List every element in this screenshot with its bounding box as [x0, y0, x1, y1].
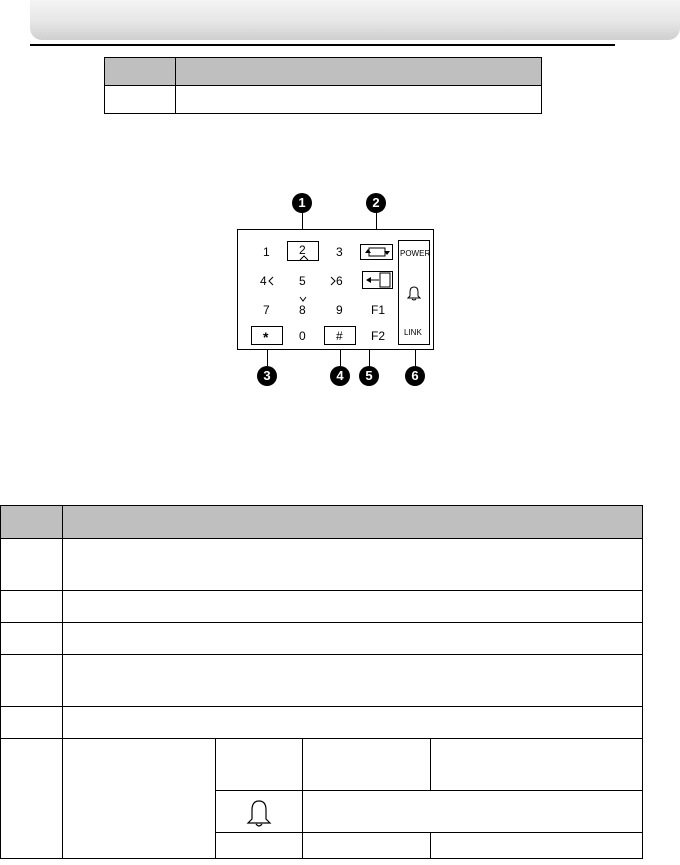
key-3: 3 — [336, 245, 343, 259]
table-cell — [216, 791, 303, 833]
table-row — [1, 739, 643, 791]
keypad-diagram — [237, 229, 434, 350]
key-5: 5 — [299, 274, 306, 288]
key-f2: F2 — [371, 329, 386, 343]
key-f1: F1 — [371, 303, 386, 317]
table-cell — [303, 739, 431, 791]
table-header-row — [1, 506, 643, 539]
double-chevron-up-icon — [299, 255, 309, 261]
table-cell — [1, 739, 63, 859]
chevron-down-icon — [299, 296, 307, 302]
table-cell — [303, 833, 431, 859]
table-cell — [1, 707, 63, 739]
table-row — [1, 655, 643, 707]
table-cell — [63, 539, 643, 591]
callout-2: 2 — [366, 193, 386, 213]
bell-icon — [245, 796, 273, 828]
key-9: 9 — [336, 303, 343, 317]
table-cell — [216, 739, 303, 791]
table-cell — [63, 591, 643, 623]
swap-icon — [361, 245, 392, 259]
indicator-panel — [398, 240, 430, 345]
key-0: 0 — [299, 329, 306, 343]
table-row — [1, 539, 643, 591]
table-cell — [1, 655, 63, 707]
header-rule — [30, 44, 615, 46]
key-2-box — [287, 241, 319, 261]
table-cell — [63, 623, 643, 655]
bell-icon — [407, 285, 421, 301]
key-2: 2 — [299, 243, 306, 257]
swap-button-box — [360, 244, 393, 260]
enter-icon — [363, 272, 392, 288]
table-cell — [63, 739, 216, 859]
key-4: 4 — [260, 274, 267, 288]
key-6: 6 — [336, 274, 343, 288]
power-indicator-label: POWER — [400, 249, 431, 258]
header-cell — [63, 506, 643, 539]
table-header-row — [105, 58, 542, 86]
key-7: 7 — [263, 303, 270, 317]
callout-6: 6 — [405, 366, 425, 386]
enter-button-box — [362, 271, 393, 289]
table-row — [1, 591, 643, 623]
table-cell — [63, 707, 643, 739]
header-cell — [176, 58, 542, 86]
table-cell — [1, 623, 63, 655]
callout-5: 5 — [359, 366, 379, 386]
link-indicator-label: LINK — [404, 328, 422, 337]
hash-key-box — [324, 326, 356, 345]
table-cell — [431, 833, 643, 859]
key-1: 1 — [263, 245, 270, 259]
table-row — [105, 86, 542, 114]
key-star: * — [263, 329, 269, 345]
table-cell — [431, 739, 643, 791]
page-header-band — [30, 0, 680, 40]
callout-1: 1 — [292, 193, 312, 213]
callout-4: 4 — [330, 366, 350, 386]
table-cell — [1, 591, 63, 623]
bottom-table — [0, 505, 643, 859]
table-cell — [1, 539, 63, 591]
star-key-box — [251, 326, 283, 345]
chevron-left-icon — [268, 276, 274, 286]
table-row — [1, 623, 643, 655]
key-hash: # — [336, 329, 343, 343]
top-table — [104, 57, 542, 114]
table-cell — [176, 86, 542, 114]
table-cell — [63, 655, 643, 707]
header-cell — [1, 506, 63, 539]
table-row — [1, 707, 643, 739]
header-cell — [105, 58, 176, 86]
table-cell — [216, 833, 303, 859]
key-8: 8 — [299, 303, 306, 317]
table-cell — [303, 791, 643, 833]
callout-3: 3 — [257, 366, 277, 386]
table-cell — [105, 86, 176, 114]
